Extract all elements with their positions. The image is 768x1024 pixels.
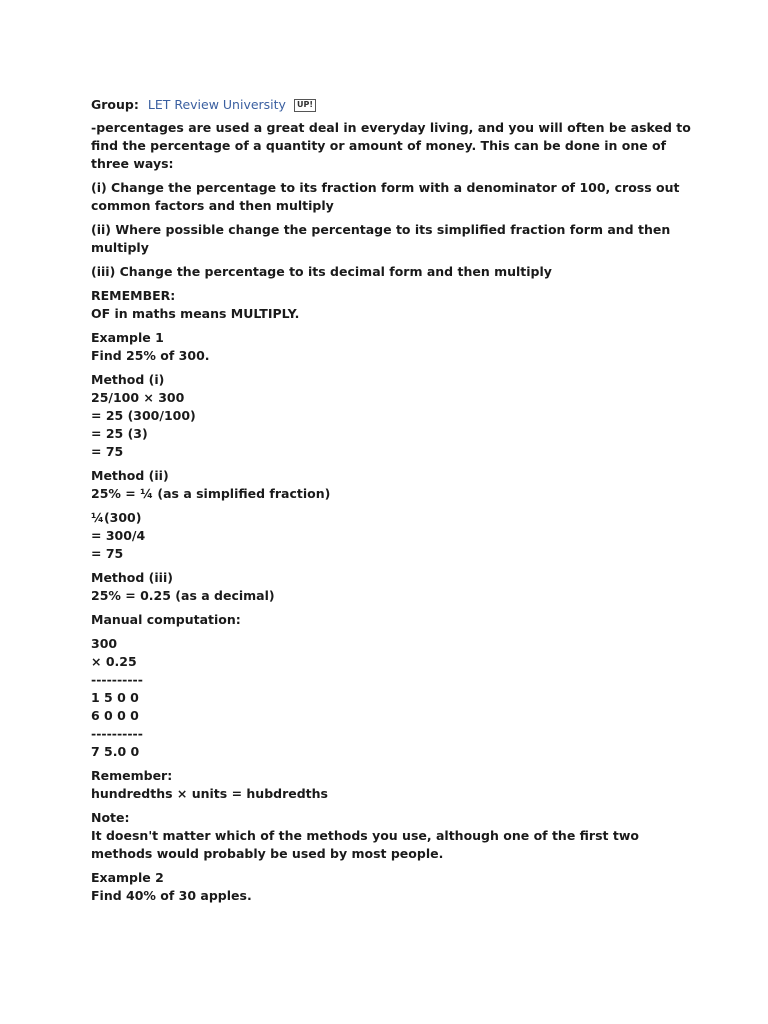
remember-text: OF in maths means MULTIPLY. bbox=[91, 306, 300, 321]
remember-title: REMEMBER: bbox=[91, 288, 176, 303]
method-2-fraction: 25% = ¼ (as a simplified fraction) bbox=[91, 486, 331, 501]
way-1: (i) Change the percentage to its fraction form with a denominator of 100, cross out common factors and then multiply bbox=[91, 180, 680, 213]
method-1-line: = 25 (3) bbox=[91, 426, 148, 441]
method-3-title: Method (iii) bbox=[91, 570, 173, 585]
method-1-line: 25/100 × 300 bbox=[91, 390, 185, 405]
up-icon[interactable]: UP! bbox=[294, 99, 316, 112]
manual-line: 7 5.0 0 bbox=[91, 744, 140, 759]
method-2-block bbox=[91, 467, 691, 503]
example-2-block bbox=[91, 869, 691, 905]
method-2-line: = 75 bbox=[91, 546, 124, 561]
note-text: It doesn't matter which of the methods you use, although one of the first two methods would probably be used by most people. bbox=[91, 828, 639, 861]
remember-block bbox=[91, 287, 691, 323]
intro-paragraph: -percentages are used a great deal in everyday living, and you will often be asked to find the percentage of a quantity or amount of money. This can be done in one of three ways: bbox=[91, 120, 691, 171]
example-1-block bbox=[91, 329, 691, 365]
method-1-line: = 25 (300/100) bbox=[91, 408, 196, 423]
method-2-work bbox=[91, 509, 691, 563]
way-3: (iii) Change the percentage to its decimal form and then multiply bbox=[91, 264, 552, 279]
group-header bbox=[91, 95, 691, 115]
method-1-title: Method (i) bbox=[91, 372, 165, 387]
example-1-title: Example 1 bbox=[91, 330, 164, 345]
manual-line: 6 0 0 0 bbox=[91, 708, 139, 723]
manual-computation-title: Manual computation: bbox=[91, 612, 241, 627]
remember-2-text: hundredths × units = hubdredths bbox=[91, 786, 328, 801]
example-2-question: Find 40% of 30 apples. bbox=[91, 888, 252, 903]
method-1-block bbox=[91, 371, 691, 461]
group-link[interactable]: LET Review University bbox=[147, 97, 286, 112]
document-body bbox=[91, 95, 691, 911]
manual-line: ---------- bbox=[91, 672, 143, 687]
method-3-decimal: 25% = 0.25 (as a decimal) bbox=[91, 588, 275, 603]
manual-line: ---------- bbox=[91, 726, 143, 741]
method-1-line: = 75 bbox=[91, 444, 124, 459]
remember-2-block bbox=[91, 767, 691, 803]
note-block bbox=[91, 809, 691, 863]
manual-line: × 0.25 bbox=[91, 654, 137, 669]
remember-2-title: Remember: bbox=[91, 768, 173, 783]
group-label: Group: bbox=[91, 97, 139, 112]
method-2-line: ¼(300) bbox=[91, 510, 142, 525]
method-2-line: = 300/4 bbox=[91, 528, 146, 543]
method-3-block bbox=[91, 569, 691, 605]
way-2: (ii) Where possible change the percentage to its simplified fraction form and then multiply bbox=[91, 222, 671, 255]
example-1-question: Find 25% of 300. bbox=[91, 348, 210, 363]
method-2-title: Method (ii) bbox=[91, 468, 169, 483]
manual-computation-block bbox=[91, 635, 691, 761]
note-title: Note: bbox=[91, 810, 130, 825]
example-2-title: Example 2 bbox=[91, 870, 164, 885]
manual-line: 1 5 0 0 bbox=[91, 690, 139, 705]
manual-line: 300 bbox=[91, 636, 118, 651]
